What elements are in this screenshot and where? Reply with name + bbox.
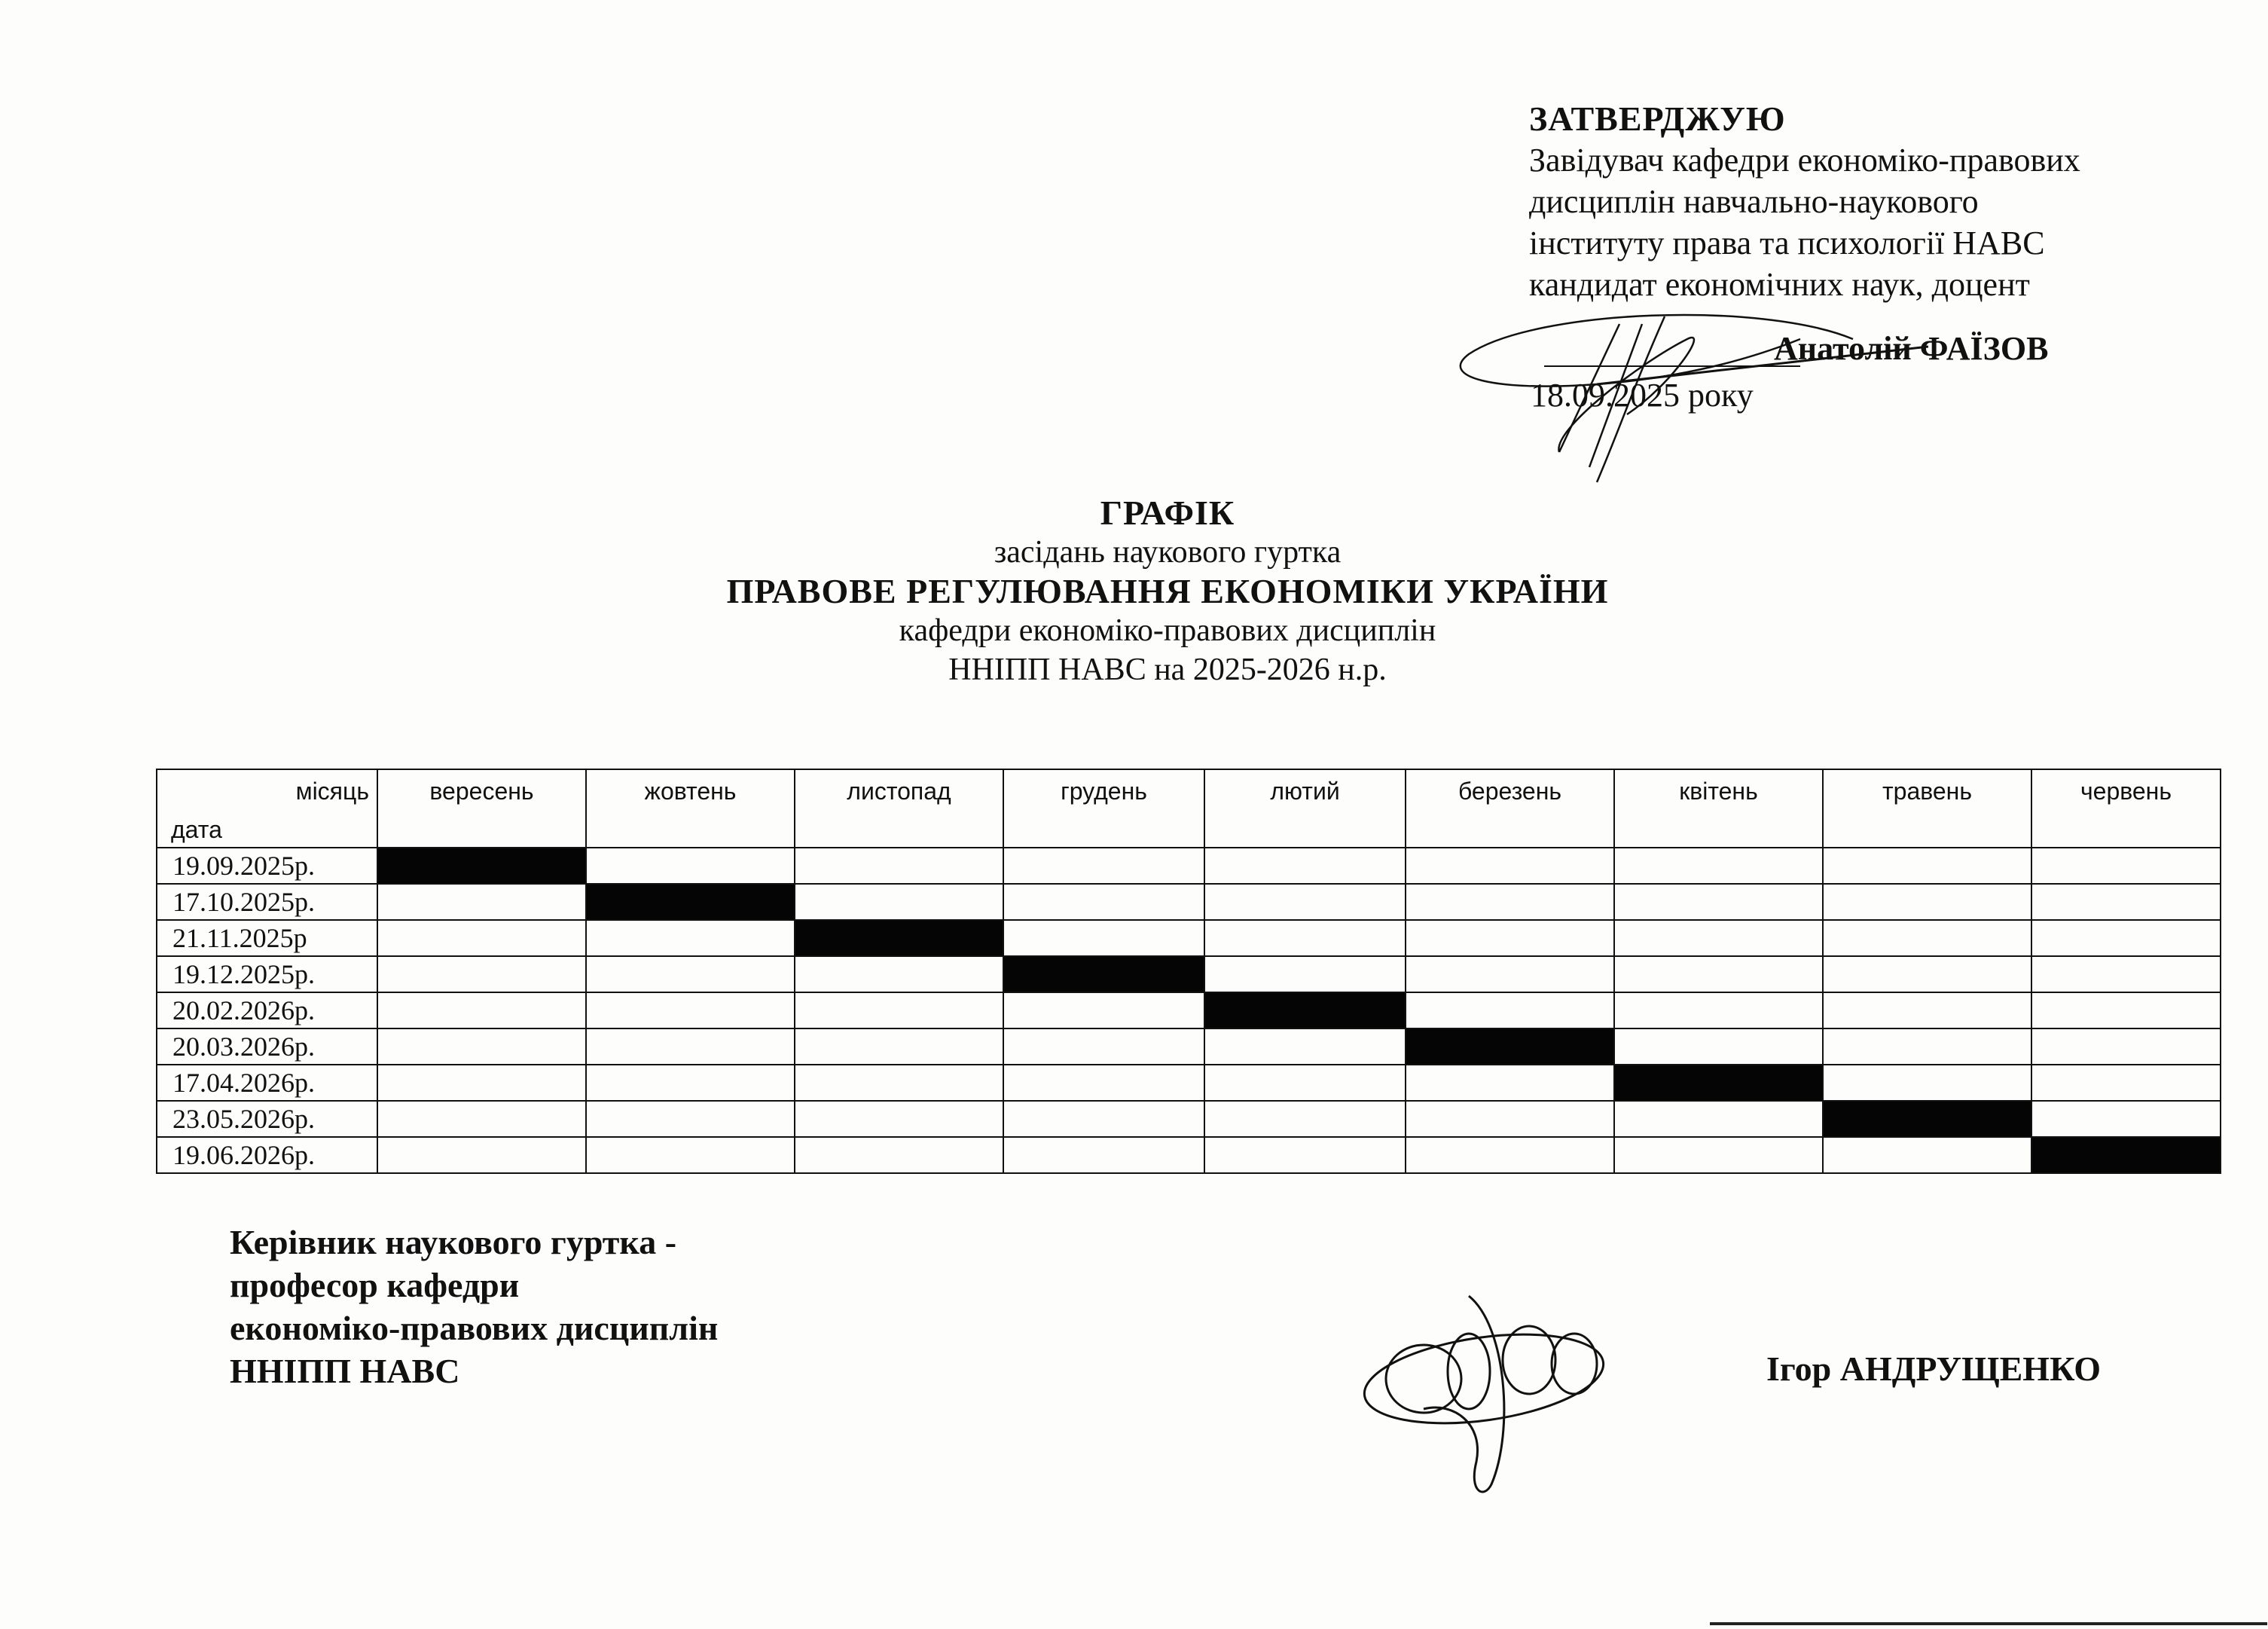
empty-cell xyxy=(377,1101,586,1137)
empty-cell xyxy=(1003,1101,1204,1137)
empty-cell xyxy=(2031,956,2221,992)
empty-cell xyxy=(795,992,1003,1028)
approval-date: 18.09.2025 року xyxy=(1531,377,1754,414)
empty-cell xyxy=(1614,1137,1823,1173)
corner-header-cell xyxy=(157,769,377,848)
table-row xyxy=(157,1101,2221,1137)
empty-cell xyxy=(1003,1028,1204,1065)
empty-cell xyxy=(586,1065,795,1101)
empty-cell xyxy=(795,1137,1003,1173)
leader-line: ННІПП НАВС xyxy=(230,1352,460,1390)
leader-block xyxy=(230,1221,718,1392)
empty-cell xyxy=(586,1137,795,1173)
empty-cell xyxy=(1003,1065,1204,1101)
meeting-date-cell: 19.06.2026р. xyxy=(157,1137,377,1173)
empty-cell xyxy=(586,1101,795,1137)
leader-signature xyxy=(1356,1281,1627,1507)
head-of-department-name: Анатолій ФАЇЗОВ xyxy=(1774,330,2049,367)
empty-cell xyxy=(1204,1065,1406,1101)
meeting-marker-cell xyxy=(1406,1028,1614,1065)
empty-cell xyxy=(1204,1028,1406,1065)
empty-cell xyxy=(2031,920,2221,956)
empty-cell xyxy=(1823,920,2031,956)
meeting-date-cell: 21.11.2025р xyxy=(157,920,377,956)
meeting-marker-cell xyxy=(795,920,1003,956)
empty-cell xyxy=(1614,1028,1823,1065)
empty-cell xyxy=(2031,1028,2221,1065)
corner-month-label: місяць xyxy=(295,778,369,805)
leader-line: економіко-правових дисциплін xyxy=(230,1309,719,1347)
approval-line: кандидат економічних наук, доцент xyxy=(1529,266,2030,303)
empty-cell xyxy=(1204,920,1406,956)
empty-cell xyxy=(1204,884,1406,920)
empty-cell xyxy=(377,1065,586,1101)
empty-cell xyxy=(1406,1101,1614,1137)
empty-cell xyxy=(377,956,586,992)
table-row xyxy=(157,992,2221,1028)
table-body xyxy=(157,848,2221,1173)
empty-cell xyxy=(1204,1137,1406,1173)
corner-date-label: дата xyxy=(171,816,222,843)
empty-cell xyxy=(1406,1137,1614,1173)
table-header-row xyxy=(157,769,2221,848)
empty-cell xyxy=(2031,884,2221,920)
empty-cell xyxy=(1406,848,1614,884)
empty-cell xyxy=(795,1028,1003,1065)
empty-cell xyxy=(2031,1065,2221,1101)
meeting-date-cell: 19.09.2025р. xyxy=(157,848,377,884)
meeting-date-cell: 17.04.2026р. xyxy=(157,1065,377,1101)
meeting-marker-cell xyxy=(1204,992,1406,1028)
meeting-marker-cell xyxy=(1823,1101,2031,1137)
empty-cell xyxy=(586,920,795,956)
club-name: ПРАВОВЕ РЕГУЛЮВАННЯ ЕКОНОМІКИ УКРАЇНИ xyxy=(726,572,1609,610)
empty-cell xyxy=(1406,992,1614,1028)
page-edge-line xyxy=(1710,1622,2267,1625)
month-header-cell: березень xyxy=(1406,769,1614,848)
document-heading xyxy=(452,494,1883,689)
empty-cell xyxy=(377,884,586,920)
table-row xyxy=(157,1137,2221,1173)
empty-cell xyxy=(1614,992,1823,1028)
meeting-marker-cell xyxy=(2031,1137,2221,1173)
document-subtitle: засідань наукового гуртка xyxy=(994,535,1342,570)
month-header-cell: лютий xyxy=(1204,769,1406,848)
empty-cell xyxy=(2031,1101,2221,1137)
table-row xyxy=(157,848,2221,884)
meeting-marker-cell xyxy=(586,884,795,920)
meeting-date-cell: 20.02.2026р. xyxy=(157,992,377,1028)
empty-cell xyxy=(377,1137,586,1173)
empty-cell xyxy=(1614,884,1823,920)
empty-cell xyxy=(377,920,586,956)
month-header-cell: червень xyxy=(2031,769,2221,848)
meeting-date-cell: 23.05.2026р. xyxy=(157,1101,377,1137)
empty-cell xyxy=(1614,1101,1823,1137)
leader-line: професор кафедри xyxy=(230,1266,520,1304)
month-header-cell: грудень xyxy=(1003,769,1204,848)
approval-line: Завідувач кафедри економіко-правових xyxy=(1529,142,2080,179)
empty-cell xyxy=(1406,884,1614,920)
month-header-cell: вересень xyxy=(377,769,586,848)
empty-cell xyxy=(1406,920,1614,956)
empty-cell xyxy=(1614,848,1823,884)
empty-cell xyxy=(1406,956,1614,992)
empty-cell xyxy=(1823,992,2031,1028)
month-header-cell: жовтень xyxy=(586,769,795,848)
empty-cell xyxy=(1823,1065,2031,1101)
empty-cell xyxy=(1823,884,2031,920)
meeting-date-cell: 20.03.2026р. xyxy=(157,1028,377,1065)
month-header-cell: травень xyxy=(1823,769,2031,848)
empty-cell xyxy=(795,848,1003,884)
table-row xyxy=(157,884,2221,920)
empty-cell xyxy=(377,1028,586,1065)
table-row xyxy=(157,1028,2221,1065)
document-title: ГРАФІК xyxy=(1100,494,1235,532)
empty-cell xyxy=(1406,1065,1614,1101)
empty-cell xyxy=(1204,1101,1406,1137)
empty-cell xyxy=(795,1101,1003,1137)
meeting-date-cell: 17.10.2025р. xyxy=(157,884,377,920)
empty-cell xyxy=(1003,884,1204,920)
empty-cell xyxy=(1823,848,2031,884)
empty-cell xyxy=(1614,956,1823,992)
empty-cell xyxy=(1003,848,1204,884)
table-row xyxy=(157,920,2221,956)
meeting-marker-cell xyxy=(377,848,586,884)
empty-cell xyxy=(586,956,795,992)
head-signature xyxy=(1446,294,1928,490)
meeting-marker-cell xyxy=(1003,956,1204,992)
empty-cell xyxy=(2031,848,2221,884)
table-row xyxy=(157,956,2221,992)
empty-cell xyxy=(1823,1137,2031,1173)
empty-cell xyxy=(1003,992,1204,1028)
approval-line: інституту права та психології НАВС xyxy=(1529,225,2045,261)
empty-cell xyxy=(377,992,586,1028)
empty-cell xyxy=(795,956,1003,992)
meeting-date-cell: 19.12.2025р. xyxy=(157,956,377,992)
leader-line: Керівник наукового гуртка - xyxy=(230,1223,677,1261)
empty-cell xyxy=(1204,956,1406,992)
empty-cell xyxy=(586,1028,795,1065)
approval-line: дисциплін навчально-наукового xyxy=(1529,183,1979,220)
leader-name: Ігор АНДРУЩЕНКО xyxy=(1766,1349,2102,1388)
empty-cell xyxy=(1823,956,2031,992)
meeting-marker-cell xyxy=(1614,1065,1823,1101)
month-header-cell: квітень xyxy=(1614,769,1823,848)
empty-cell xyxy=(1003,1137,1204,1173)
institute-year-line: ННІПП НАВС на 2025-2026 н.р. xyxy=(948,653,1387,687)
department-line: кафедри економіко-правових дисциплін xyxy=(899,613,1436,648)
approval-title: ЗАТВЕРДЖУЮ xyxy=(1529,99,1786,138)
table-row xyxy=(157,1065,2221,1101)
month-header-cell: листопад xyxy=(795,769,1003,848)
empty-cell xyxy=(1003,920,1204,956)
empty-cell xyxy=(1823,1028,2031,1065)
empty-cell xyxy=(586,848,795,884)
schedule-table xyxy=(156,769,2221,1174)
empty-cell xyxy=(2031,992,2221,1028)
empty-cell xyxy=(795,884,1003,920)
empty-cell xyxy=(1204,848,1406,884)
empty-cell xyxy=(795,1065,1003,1101)
empty-cell xyxy=(1614,920,1823,956)
empty-cell xyxy=(586,992,795,1028)
